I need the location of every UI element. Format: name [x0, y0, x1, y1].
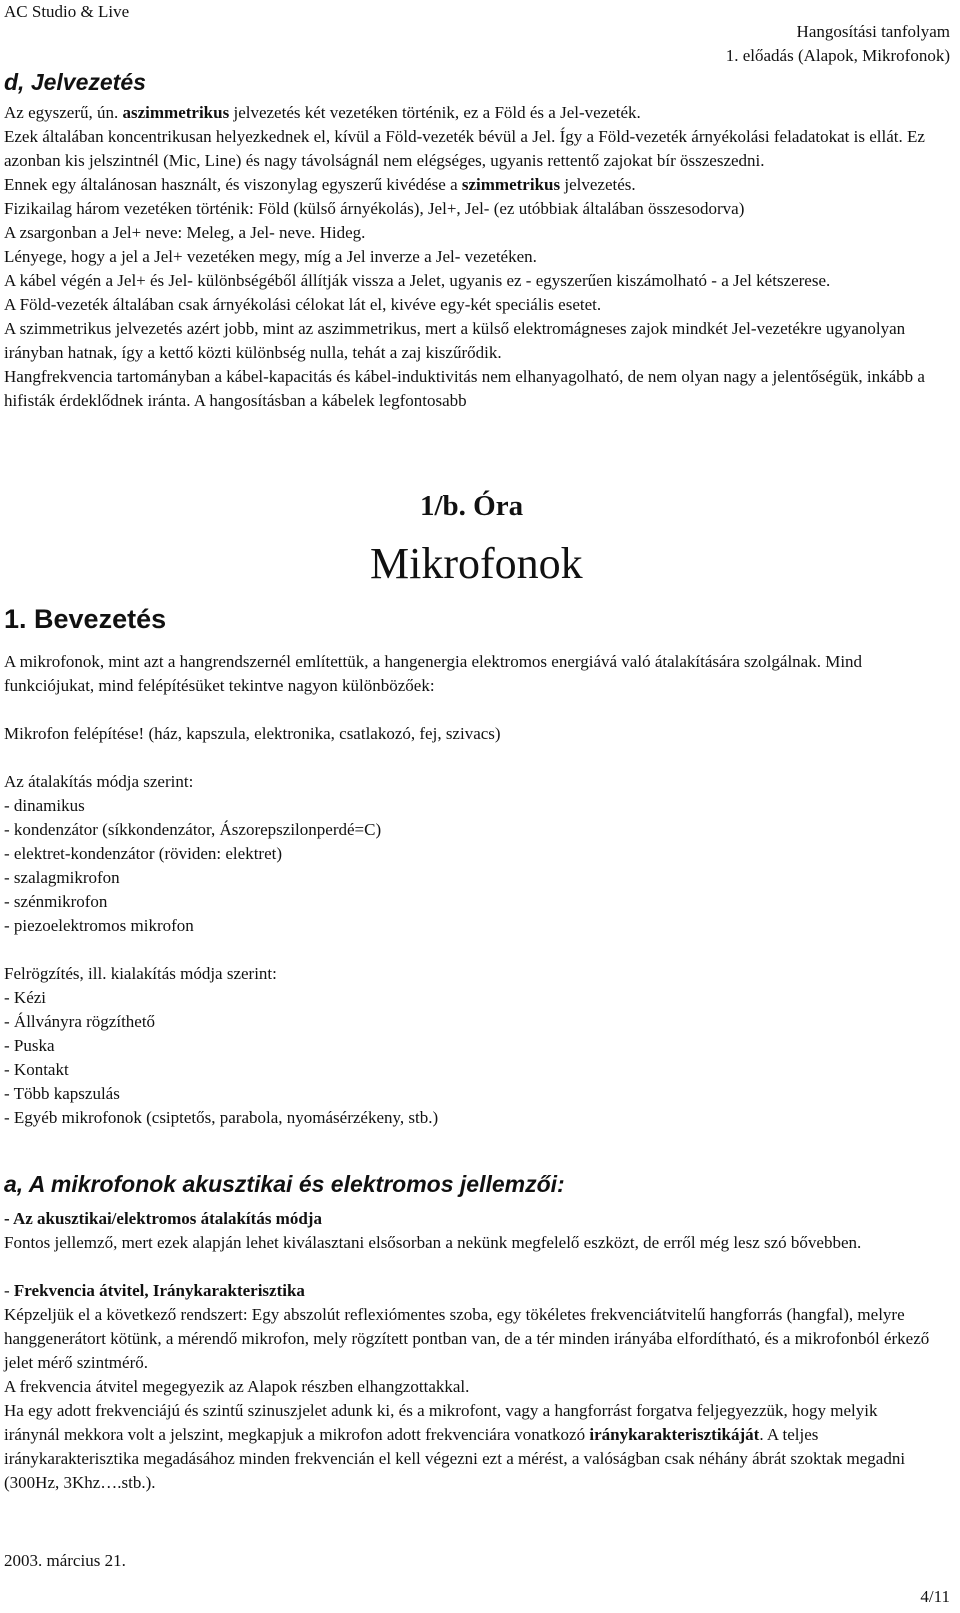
paragraph: A szimmetrikus jelvezetés azért jobb, mint az aszimmetrikus, mert a külső elektromágneses zajok mindkét Jel-vezetékre ugyanolyan irányban hatnak, így a kettő közti különbség nulla, tehát a zaj kiszűrődik. [4, 319, 906, 362]
list-item: - Kontakt [4, 1060, 69, 1079]
list-item: - kondenzátor (síkkondenzátor, Ászorepszilonperdé=C) [4, 820, 382, 839]
paragraph: Mikrofon felépítése! (ház, kapszula, elektronika, csatlakozó, fej, szivacs) [4, 724, 501, 743]
footer-date: 2003. március 21. [4, 1551, 126, 1570]
course-title: Hangosítási tanfolyam [796, 22, 950, 41]
list-item: - Több kapszulás [4, 1084, 120, 1103]
subheading: - Frekvencia átvitel, Iránykarakterisztika [4, 1281, 305, 1300]
paragraph: Képzeljük el a következő rendszert: Egy abszolút reflexiómentes szoba, egy tökéletes frekvenciátvitelű hangforrás (hangfal), melyre hanggenerátort kötünk, a mérendő mikrofon, mely rögzített pontban van, de a tér minden irányába elfordítható, és a mikrofonból érkező jelet mérő szintmérő. [4, 1305, 930, 1372]
section-d-body [4, 101, 934, 413]
paragraph: Az egyszerű, ún. aszimmetrikus jelvezetés két vezetéken történik, ez a Föld és a Jel-vezeték. [4, 103, 641, 122]
page-number: 4/11 [920, 1587, 950, 1606]
paragraph: Lényege, hogy a jel a Jel+ vezetéken megy, míg a Jel inverze a Jel- vezetéken. [4, 247, 537, 266]
list-item: - elektret-kondenzátor (röviden: elektret) [4, 844, 283, 863]
paragraph: Fizikailag három vezetéken történik: Föld (külső árnyékolás), Jel+, Jel- (ez utóbbiak általában összesodorva) [4, 199, 745, 218]
section-d-heading: d, Jelvezetés [4, 69, 146, 95]
bevezetes-heading: 1. Bevezetés [4, 604, 167, 634]
lesson-title: Mikrofonok [370, 539, 583, 588]
list-item: - piezoelektromos mikrofon [4, 916, 194, 935]
paragraph: Fontos jellemző, mert ezek alapján lehet kiválasztani elsősorban a nekünk megfelelő eszközt, de erről még lesz szó bővebben. [4, 1233, 862, 1252]
term-szimmetrikus: szimmetrikus [461, 175, 561, 194]
list-item: - Állványra rögzíthető [4, 1012, 156, 1031]
list-item: - Egyéb mikrofonok (csiptetős, parabola, nyomásérzékeny, stb.) [4, 1108, 439, 1127]
list-title: Az átalakítás módja szerint: [4, 772, 194, 791]
header-right [726, 20, 950, 68]
bevezetes-body [4, 650, 934, 1130]
paragraph: A frekvencia átvitel megegyezik az Alapok részben elhangzottakkal. [4, 1377, 470, 1396]
subheading: - Az akusztikai/elektromos átalakítás módja [4, 1209, 322, 1228]
paragraph: A kábel végén a Jel+ és Jel- különbségéből állítják vissza a Jelet, ugyanis ez - egyszerűen kiszámolható - a Jel kétszerese. [4, 271, 831, 290]
term-iranykarakterisztika: iránykarakterisztikáját [589, 1425, 760, 1444]
lesson-number: 1/b. Óra [420, 490, 524, 522]
paragraph: Hangfrekvencia tartományban a kábel-kapacitás és kábel-induktivitás nem elhanyagolható, de nem olyan nagy a jelentőségük, inkább a hifisták érdeklődnek iránta. A hangosításban a kábelek legfontosabb [4, 367, 925, 410]
list-item: - Kézi [4, 988, 47, 1007]
paragraph: Ezek általában koncentrikusan helyezkednek el, kívül a Föld-vezeték bévül a Jel. Így a Föld-vezeték árnyékolási feladatokat is ellát. Ez azonban kis jelszintnél (Mic, Line) és nagy távolságnál nem elégséges, ugyanis rettentő zajokat bír összeszedni. [4, 127, 925, 170]
list-item: - Puska [4, 1036, 55, 1055]
list-item: - dinamikus [4, 796, 85, 815]
lecture-title: 1. előadás (Alapok, Mikrofonok) [725, 46, 950, 65]
paragraph: A Föld-vezeték általában csak árnyékolási célokat lát el, kivéve egy-két speciális esetet. [4, 295, 602, 314]
list-item: - szalagmikrofon [4, 868, 120, 887]
section-a-heading: a, A mikrofonok akusztikai és elektromos jellemzői: [4, 1171, 565, 1197]
list-item: - szénmikrofon [4, 892, 108, 911]
term-aszimmetrikus: aszimmetrikus [122, 103, 230, 122]
section-a-body [4, 1207, 934, 1495]
list-title: Felrögzítés, ill. kialakítás módja szerint: [4, 964, 277, 983]
paragraph: A mikrofonok, mint azt a hangrendszernél említettük, a hangenergia elektromos energiává való átalakítására szolgálnak. Mind funkciójukat, mind felépítésüket tekintve nagyon különbözőek: [4, 652, 863, 695]
paragraph: A zsargonban a Jel+ neve: Meleg, a Jel- neve. Hideg. [4, 223, 366, 242]
paragraph: Ha egy adott frekvenciájú és szintű szinuszjelet adunk ki, és a mikrofont, vagy a hangforrást forgatva feljegyezzük, hogy melyik iránynál mekkora volt a jelszint, megkapjuk a mikrofon adott frekvenciára vonatkozó iránykarakterisztikáját. A teljes iránykarakterisztika megadásához minden frekvencián el kell végezni ezt a mérést, a valóságban csak néhány ábrát szoktak megadni (300Hz, 3Khz….stb.). [4, 1401, 906, 1492]
header-left-title: AC Studio & Live [4, 2, 130, 21]
paragraph: Ennek egy általánosan használt, és viszonylag egyszerű kivédése a szimmetrikus jelvezetés. [4, 175, 636, 194]
